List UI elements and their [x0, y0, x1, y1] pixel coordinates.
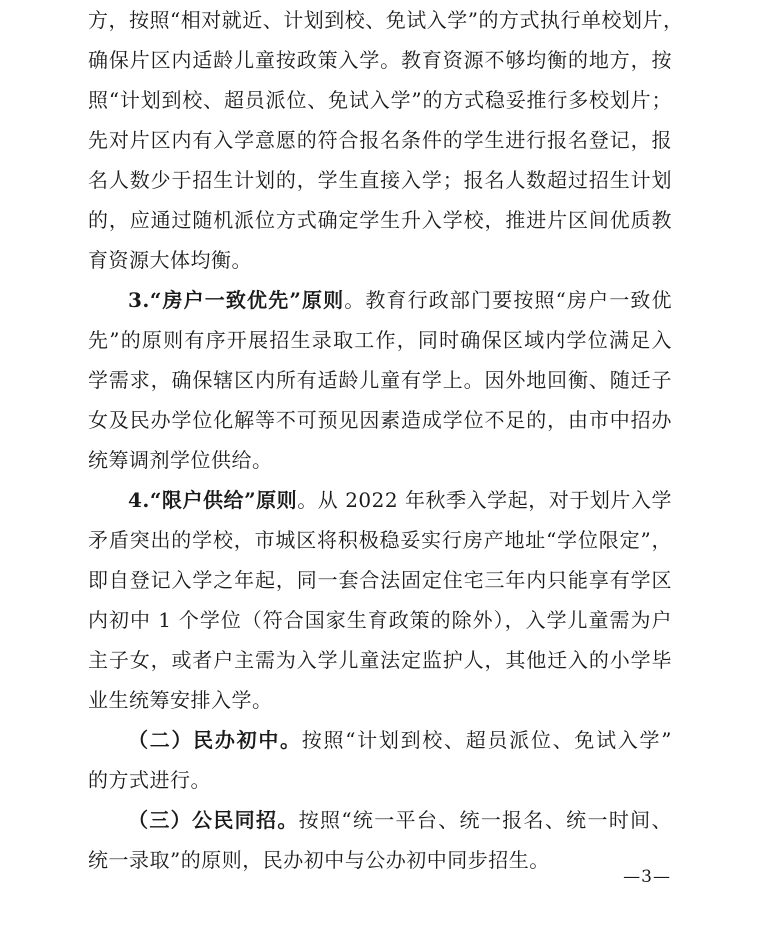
text-span: 按照“统一平台、统一报名、统一时间、 [298, 808, 673, 832]
text-span: 。从 2022 年秋季入学起，对于划片入学 [297, 488, 672, 512]
text-line: 学需求，确保辖区内所有适龄儿童有学上。因外地回衡、随迁子 [88, 368, 672, 392]
text-line: 名人数少于招生计划的，学生直接入学；报名人数超过招生计划 [88, 168, 672, 192]
text-line: 的方式进行。 [88, 768, 211, 792]
text-line: 即自登记入学之年起，同一套合法固定住宅三年内只能享有学区 [88, 568, 672, 592]
text-line: 的，应通过随机派位方式确定学生升入学校，推进片区间优质教 [88, 208, 672, 232]
text-line: 先”的原则有序开展招生录取工作，同时确保区域内学位满足入 [88, 328, 672, 352]
text-line: 业生统筹安排入学。 [88, 688, 273, 712]
document-body [88, 0, 684, 880]
text-line: 内初中 1 个学位（符合国家生育政策的除外），入学儿童需为户 [88, 608, 672, 632]
section-heading: （三）公民同招。 [128, 808, 299, 832]
paragraph-first-line [88, 800, 672, 840]
paragraph-first-line [88, 720, 672, 760]
paragraph-first-line [88, 480, 672, 520]
text-line: 矛盾突出的学校，市城区将积极稳妥实行房产地址“学位限定”， [88, 528, 672, 552]
text-line: 主子女，或者户主需为入学儿童法定监护人，其他迁入的小学毕 [88, 648, 672, 672]
paragraph-first-line [88, 280, 672, 320]
text-line: 照“计划到校、超员派位、免试入学”的方式稳妥推行多校划片； [88, 88, 672, 112]
section-heading: 4.“限户供给”原则 [128, 488, 298, 512]
text-line: 女及民办学位化解等不可预见因素造成学位不足的，由市中招办 [88, 408, 672, 432]
text-span: 。教育行政部门要按照“房户一致优 [344, 288, 672, 312]
text-line: 育资源大体均衡。 [88, 248, 252, 272]
page-number: —3— [623, 867, 671, 887]
text-line: 统筹调剂学位供给。 [88, 448, 273, 472]
section-heading: 3.“房户一致优先”原则 [128, 288, 345, 312]
text-line: 统一录取”的原则，民办初中与公办初中同步招生。 [88, 848, 550, 872]
text-line: 先对片区内有入学意愿的符合报名条件的学生进行报名登记，报 [88, 128, 672, 152]
section-heading: （二）民办初中。 [128, 728, 302, 752]
text-span: 按照“计划到校、超员派位、免试入学” [301, 728, 673, 752]
text-line: 确保片区内适龄儿童按政策入学。教育资源不够均衡的地方，按 [88, 48, 672, 72]
text-line: 方，按照“相对就近、计划到校、免试入学”的方式执行单校划片， [88, 8, 684, 32]
